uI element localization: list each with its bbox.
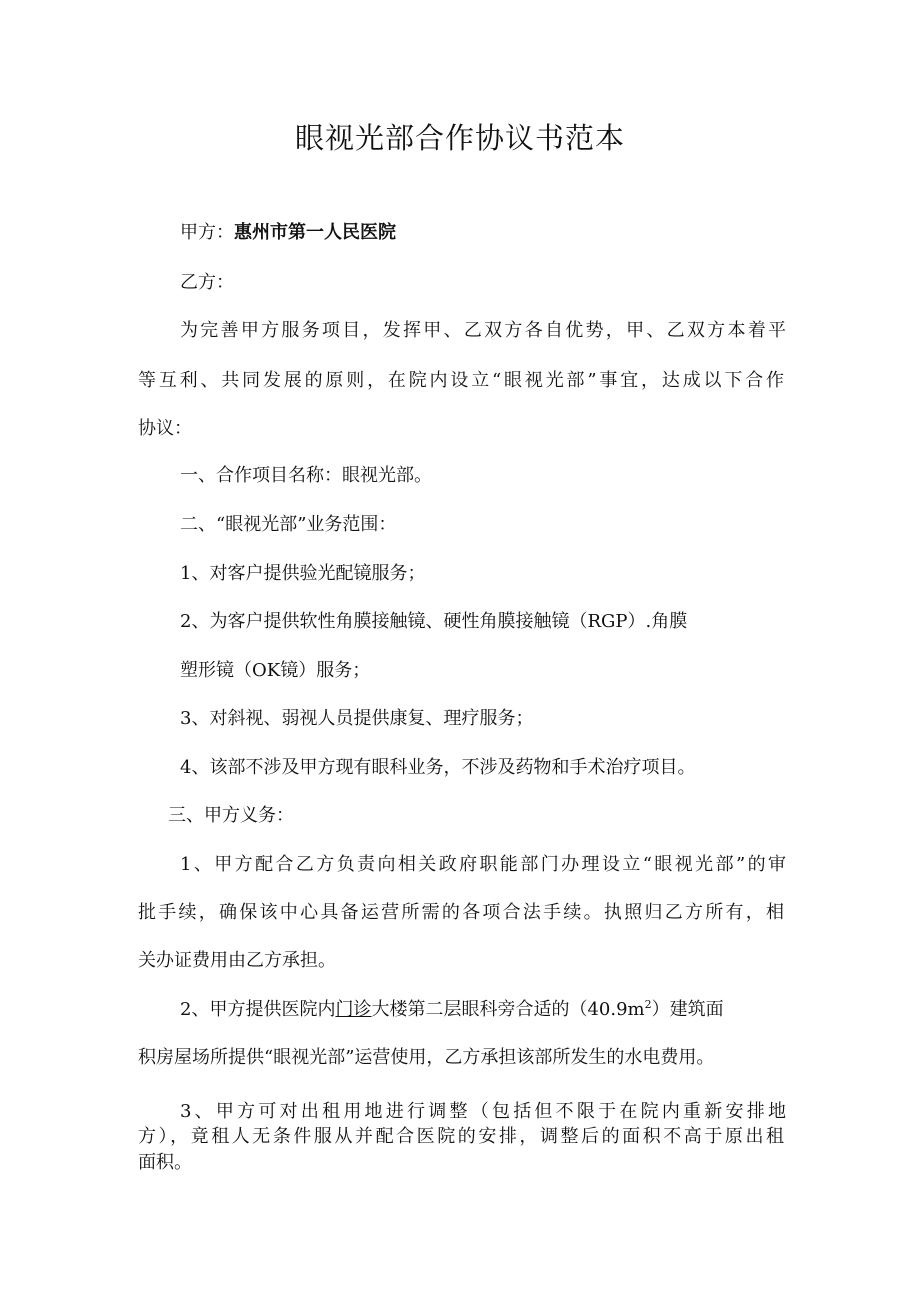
document-title: 眼视光部合作协议书范本 <box>294 121 625 155</box>
section-1-heading: 一、合作项目名称：眼视光部。 <box>180 465 432 486</box>
intro-line-3: 协议： <box>138 418 192 439</box>
scope-item-4: 4、该部不涉及甲方现有眼科业务，不涉及药物和手术治疗项目。 <box>180 757 696 778</box>
duty-1-line-2: 批手续，确保该中心具备运营所需的各项合法手续。执照归乙方所有，相 <box>138 902 784 923</box>
duty-3-line-3: 面积。 <box>138 1152 192 1173</box>
duty-2-pre: 2、甲方提供医院内 <box>180 999 336 1020</box>
duty-2-post: ）建筑面 <box>651 999 724 1020</box>
scope-item-3: 3、对斜视、弱视人员提供康复、理疗服务； <box>180 708 534 729</box>
duty-3-line-2: 方），竟租人无条件服从并配合医院的安排，调整后的面积不高于原出租 <box>138 1126 784 1147</box>
scope-item-2-line-1: 2、为客户提供软性角膜接触镜、硬性角膜接触镜（RGP）.角膜 <box>180 611 688 632</box>
intro-line-2: 等互利、共同发展的原则，在院内设立“眼视光部”事宜，达成以下合作 <box>138 370 784 391</box>
duty-2-line-2: 积房屋场所提供“眼视光部”运营使用，乙方承担该部所发生的水电费用。 <box>138 1047 715 1068</box>
intro-line-1: 为完善甲方服务项目，发挥甲、乙双方各自优势，甲、乙双方本着平 <box>180 320 786 341</box>
duty-1-line-1: 1、甲方配合乙方负责向相关政府职能部门办理设立“眼视光部”的审 <box>180 854 786 875</box>
party-a-name: 惠州市第一人民医院 <box>234 222 396 243</box>
scope-item-2-line-2: 塑形镜（OK镜）服务； <box>180 660 371 681</box>
duty-2-underlined: 门诊 <box>335 999 372 1020</box>
duty-2-line-1 <box>180 997 724 1023</box>
party-a-label: 甲方： <box>180 222 234 243</box>
duty-2-superscript: 2 <box>644 998 652 1011</box>
section-3-heading: 三、甲方义务： <box>168 805 294 826</box>
scope-item-1: 1、对客户提供验光配镜服务； <box>180 563 426 584</box>
section-2-heading: 二、“眼视光部”业务范围： <box>180 514 397 535</box>
duty-3-line-1: 3、甲方可对出租用地进行调整（包括但不限于在院内重新安排地 <box>180 1101 786 1122</box>
party-b-label: 乙方： <box>180 272 234 293</box>
duty-1-line-3: 关办证费用由乙方承担。 <box>138 950 336 971</box>
duty-2-mid: 大楼第二层眼科旁合适的（40.9m <box>371 999 645 1020</box>
party-a-line <box>180 220 396 246</box>
